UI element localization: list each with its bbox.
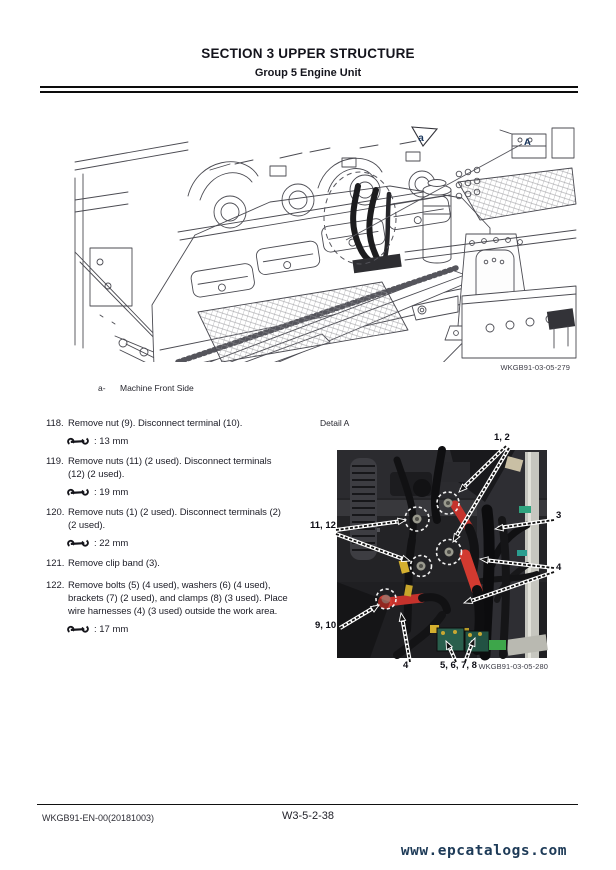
step-119 — [46, 455, 312, 481]
wrench-size: : 17 mm — [94, 624, 129, 635]
header-divider — [40, 86, 578, 93]
step-text: (12) (2 used). — [68, 469, 125, 480]
step-number: 118. — [46, 418, 64, 429]
footer-page-code: W3-5-2-38 — [282, 810, 334, 822]
legend-value: Machine Front Side — [120, 383, 194, 393]
footer-doc-code: WKGB91-EN-00(20181003) — [42, 813, 155, 823]
wrench-icon — [67, 625, 89, 634]
step-121 — [46, 557, 312, 570]
callout-1-2: 1, 2 — [494, 432, 510, 443]
procedure-steps — [46, 417, 312, 643]
step-number: 122. — [46, 580, 65, 591]
front-side-marker-triangle — [412, 127, 437, 146]
callout-11-12: 11, 12 — [310, 520, 336, 531]
step-text: brackets (7) (2 used), and clamps (8) (3 used). Place — [68, 593, 288, 604]
wrench-size: : 13 mm — [94, 436, 129, 447]
callout-9-10: 9, 10 — [315, 620, 337, 631]
engine-line-drawing — [60, 100, 580, 362]
wrench-icon — [67, 488, 89, 497]
detail-a-title: Detail A — [320, 418, 350, 428]
step-text: Remove nuts (11) (2 used). Disconnect terminals — [68, 456, 272, 467]
step-118 — [46, 417, 312, 430]
wrench-icon — [67, 539, 89, 548]
wrench-spec-119 — [67, 487, 312, 498]
step-text: (2 used). — [68, 520, 106, 531]
wrench-size: : 22 mm — [94, 538, 129, 549]
figure1-caption: WKGB91-03-05-279 — [500, 363, 570, 372]
callout-4-right: 4 — [556, 562, 562, 573]
wrench-spec-120 — [67, 538, 312, 549]
group-title: Group 5 Engine Unit — [254, 67, 362, 79]
detail-a-photo — [310, 432, 600, 680]
step-120 — [46, 506, 312, 532]
step-text: Remove nuts (1) (2 used). Disconnect terminals (2) — [68, 507, 281, 518]
step-text: Remove bolts (5) (4 used), washers (6) (4 used), — [68, 580, 271, 591]
step-text: wire harnesses (4) (3 used) outside the work area. — [68, 606, 278, 617]
wrench-spec-122 — [67, 624, 312, 635]
wrench-spec-118 — [67, 436, 312, 447]
figure2-caption: WKGB91-03-05-280 — [478, 662, 548, 671]
callout-4-bottom: 4 — [403, 660, 409, 671]
step-number: 120. — [46, 507, 65, 518]
wrench-size: : 19 mm — [94, 487, 129, 498]
callout-5-6-7-8: 5, 6, 7, 8 — [440, 660, 477, 671]
footer-divider — [37, 804, 578, 805]
step-text: Remove nut (9). Disconnect terminal (10). — [68, 418, 243, 429]
step-122 — [46, 579, 312, 618]
watermark-link[interactable]: www.epcatalogs.com — [400, 843, 567, 859]
step-number: 121. — [46, 558, 65, 569]
detail-a-ref-label: A — [524, 137, 531, 148]
step-number: 119. — [46, 456, 64, 467]
front-side-marker-label: a — [418, 133, 424, 144]
step-text: Remove clip band (3). — [68, 558, 160, 569]
section-title: SECTION 3 UPPER STRUCTURE — [201, 46, 415, 61]
wrench-icon — [67, 437, 89, 446]
legend-key: a- — [98, 383, 106, 393]
callout-3: 3 — [556, 510, 562, 521]
figure1-legend — [98, 383, 194, 393]
